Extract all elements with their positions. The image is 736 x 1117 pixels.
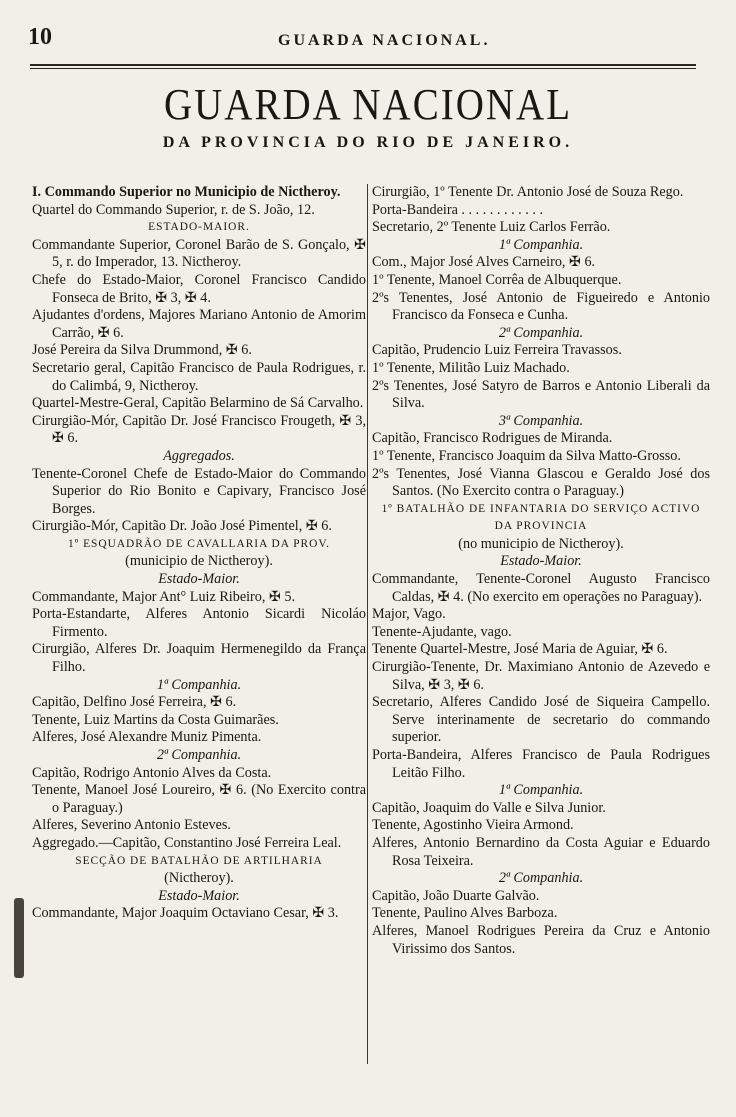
location-note: (municipio de Nictheroy). (125, 553, 273, 570)
entry: Chefe do Estado-Maior, Coronel Francisco Candido Fonseca de Brito, ✠ 3, ✠ 4. (32, 271, 366, 306)
entry: Tenente, Luiz Martins da Costa Guimarães. (32, 711, 279, 728)
unit-heading: ESTADO-MAIOR. (148, 221, 250, 234)
left-column (32, 184, 366, 923)
entry: Alferes, Antonio Bernardino da Costa Aguiar e Eduardo Rosa Teixeira. (372, 834, 710, 869)
entry: Commandante, Major Joaquim Octaviano Cesar, ✠ 3. (32, 905, 339, 922)
entry: 2ºs Tenentes, José Vianna Glascou e Geraldo José dos Santos. (No Exercito contra o Paraguay.) (372, 465, 710, 500)
binding-mark (14, 898, 24, 978)
entry: Tenente-Coronel Chefe de Estado-Maior do Commando Superior do Rio Bonito e Capivary, Francisco José Borges. (32, 465, 366, 517)
header-rule-thin (30, 68, 696, 69)
page-header (28, 24, 696, 54)
entry: Alferes, Severino Antonio Esteves. (32, 817, 231, 834)
entry: José Pereira da Silva Drummond, ✠ 6. (32, 342, 252, 359)
entry: Tenente, Paulino Alves Barboza. (372, 905, 558, 922)
subheading: 2ª Companhia. (498, 870, 584, 887)
entry: Secretario, 2º Tenente Luiz Carlos Ferrão. (372, 219, 611, 236)
subheading: 3ª Companhia. (498, 412, 584, 429)
section-heading: I. Commando Superior no Municipio de Nictheroy. (32, 184, 341, 200)
location-note: (Nictheroy). (164, 870, 234, 887)
entry: Tenente, Manoel José Loureiro, ✠ 6. (No Exercito contra o Paraguay.) (32, 782, 366, 816)
entry: Porta-Bandeira . . . . . . . . . . . . (372, 201, 544, 218)
entry: Cirurgião, 1º Tenente Dr. Antonio José de Souza Rego. (372, 184, 684, 200)
entry: Quartel-Mestre-Geral, Capitão Belarmino de Sá Carvalho. (32, 395, 364, 412)
subheading: Estado-Maior. (158, 571, 240, 588)
subheading: Aggregados. (163, 447, 235, 464)
entry: Tenente Quartel-Mestre, José Maria de Aguiar, ✠ 6. (372, 641, 668, 658)
entry: Capitão, Delfino José Ferreira, ✠ 6. (32, 694, 237, 711)
entry: 1º Tenente, Manoel Corrêa de Albuquerque. (372, 271, 622, 288)
subheading: Estado-Maior. (500, 553, 582, 570)
document-title: GUARDA NACIONAL (163, 79, 573, 130)
subheading: 2ª Companhia. (498, 324, 584, 341)
entry: Secretario, Alferes Candido José de Siqueira Campello. Serve interinamente de secretario do commando superior. (372, 694, 710, 746)
location-note: (no municipio de Nictheroy). (458, 535, 624, 552)
entry: Capitão, Prudencio Luiz Ferreira Travassos. (372, 342, 622, 359)
entry: Alferes, Manoel Rodrigues Pereira da Cruz e Antonio Virissimo dos Santos. (372, 922, 710, 957)
entry: 1º Tenente, Francisco Joaquim da Silva Matto-Grosso. (372, 447, 681, 464)
entry: Alferes, José Alexandre Muniz Pimenta. (32, 729, 262, 746)
entry: Cirurgião, Alferes Dr. Joaquim Hermenegildo da França Filho. (32, 641, 366, 676)
entry: Secretario geral, Capitão Francisco de Paula Rodrigues, r. do Calimbá, 9, Nictheroy. (32, 359, 366, 394)
column-divider (367, 184, 368, 1064)
entry: Cirurgião-Mór, Capitão Dr. José Francisco Frougeth, ✠ 3, ✠ 6. (32, 412, 366, 447)
unit-heading: 1º ESQUADRÃO DE CAVALLARIA DA PROV. (68, 537, 330, 550)
right-column (372, 184, 710, 958)
header-rule (30, 64, 696, 66)
unit-heading: 1º BATALHÃO DE INFANTARIA DO SERVIÇO ACTIVO DA PROVINCIA (381, 502, 701, 533)
page-number: 10 (28, 24, 52, 50)
entry: Commandante, Major Ant° Luiz Ribeiro, ✠ 5. (32, 588, 296, 605)
entry: Porta-Estandarte, Alferes Antonio Sicardi Nicoláo Firmento. (32, 606, 366, 640)
subheading: Estado-Maior. (158, 887, 240, 904)
entry: Commandante, Tenente-Coronel Augusto Francisco Caldas, ✠ 4. (No exercito em operações no Paraguay). (372, 571, 710, 605)
entry: Tenente, Agostinho Vieira Armond. (372, 817, 574, 834)
entry: Porta-Bandeira, Alferes Francisco de Paula Rodrigues Leitão Filho. (372, 747, 710, 781)
entry: Capitão, Joaquim do Valle e Silva Junior. (372, 799, 606, 816)
entry: 2ºs Tenentes, José Antonio de Figueiredo e Antonio Francisco da Fonseca e Cunha. (372, 289, 710, 324)
entry: Capitão, Francisco Rodrigues de Miranda. (372, 430, 613, 447)
entry: Major, Vago. (372, 606, 446, 623)
entry: Capitão, João Duarte Galvão. (372, 887, 540, 904)
entry: Commandante Superior, Coronel Barão de S. Gonçalo, ✠ 5, r. do Imperador, 13. Nictheroy. (32, 236, 366, 271)
subheading: 1ª Companhia. (498, 782, 584, 799)
subheading: 2ª Companhia. (156, 747, 242, 763)
subheading: 1ª Companhia. (498, 236, 584, 253)
entry: Com., Major José Alves Carneiro, ✠ 6. (372, 254, 596, 271)
entry: Aggregado.—Capitão, Constantino José Ferreira Leal. (32, 834, 342, 851)
entry: Cirurgião-Tenente, Dr. Maximiano Antonio de Azevedo e Silva, ✠ 3, ✠ 6. (372, 659, 710, 693)
document-subtitle: DA PROVINCIA DO RIO DE JANEIRO. (162, 134, 574, 151)
entry: 1º Tenente, Militão Luiz Machado. (372, 359, 570, 376)
entry: Ajudantes d'ordens, Majores Mariano Antonio de Amorim Carrão, ✠ 6. (32, 307, 366, 341)
entry: Quartel do Commando Superior, r. de S. João, 12. (32, 201, 315, 218)
unit-heading: SECÇÃO DE BATALHÃO DE ARTILHARIA (75, 854, 323, 867)
entry: 2ºs Tenentes, José Satyro de Barros e Antonio Liberali da Silva. (372, 377, 710, 412)
subheading: 1ª Companhia. (156, 676, 242, 693)
entry: Capitão, Rodrigo Antonio Alves da Costa. (32, 764, 272, 781)
running-title: GUARDA NACIONAL. (278, 32, 491, 49)
entry: Tenente-Ajudante, vago. (372, 623, 512, 640)
entry: Cirurgião-Mór, Capitão Dr. João José Pimentel, ✠ 6. (32, 518, 332, 535)
